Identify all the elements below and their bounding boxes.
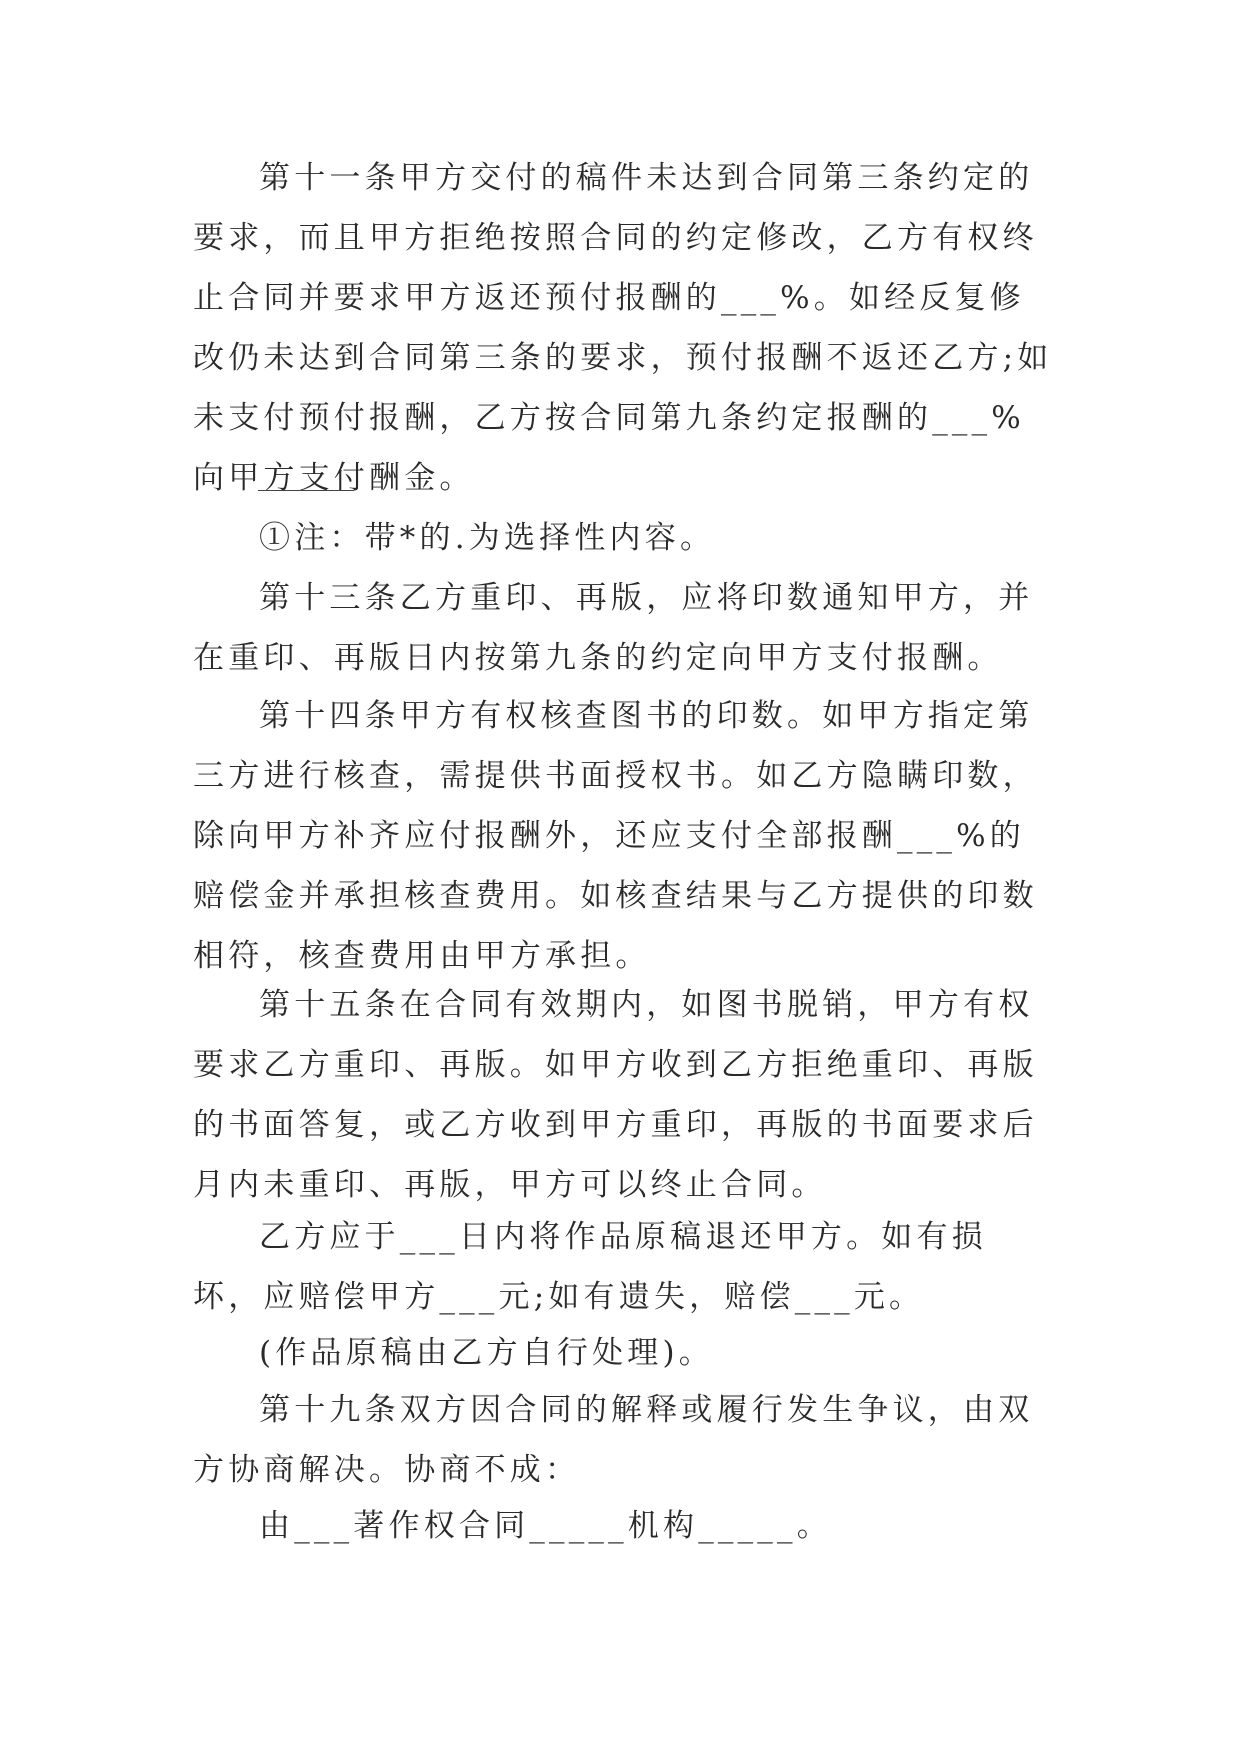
article-19-paragraph: 第十九条双方因合同的解释或履行发生争议，由双方协商解决。协商不成： [193, 1392, 1034, 1488]
footnote-note: ①注：带*的.为选择性内容。 [259, 520, 716, 556]
article-15-paragraph: 第十五条在合同有效期内，如图书脱销，甲方有权要求乙方重印、再版。如甲方收到乙方拒绝重印、再版的书面答复，或乙方收到甲方重印，再版的书面要求后月内未重印、再版，甲方可以终止合同。 [193, 987, 1038, 1203]
article-14-paragraph: 第十四条甲方有权核查图书的印数。如甲方指定第三方进行核查，需提供书面授权书。如乙方隐瞒印数，除向甲方补齐应付报酬外，还应支付全部报酬___%的赔偿金并承担核查费用。如核查结果与乙方提供的印数相符，核查费用由甲方承担。 [193, 698, 1038, 974]
footnote-separator [258, 490, 354, 491]
manuscript-return-paragraph: 乙方应于___日内将作品原稿退还甲方。如有损坏，应赔偿甲方___元;如有遗失，赔偿___元。 [193, 1219, 987, 1315]
article-11-paragraph: 第十一条甲方交付的稿件未达到合同第三条约定的要求，而且甲方拒绝按照合同的约定修改，乙方有权终止合同并要求甲方返还预付报酬的___%。如经反复修改仍未达到合同第三条的要求，预付报酬不返还乙方;如未支付预付报酬，乙方按合同第九条约定报酬的___%向甲方支付酬金。 [193, 160, 1053, 496]
article-13-paragraph: 第十三条乙方重印、再版，应将印数通知甲方，并在重印、再版日内按第九条的约定向甲方支付报酬。 [193, 580, 1034, 676]
arbitration-paragraph: 由___著作权合同_____机构_____。 [259, 1508, 832, 1544]
manuscript-note-paragraph: (作品原稿由乙方自行处理)。 [259, 1335, 714, 1371]
